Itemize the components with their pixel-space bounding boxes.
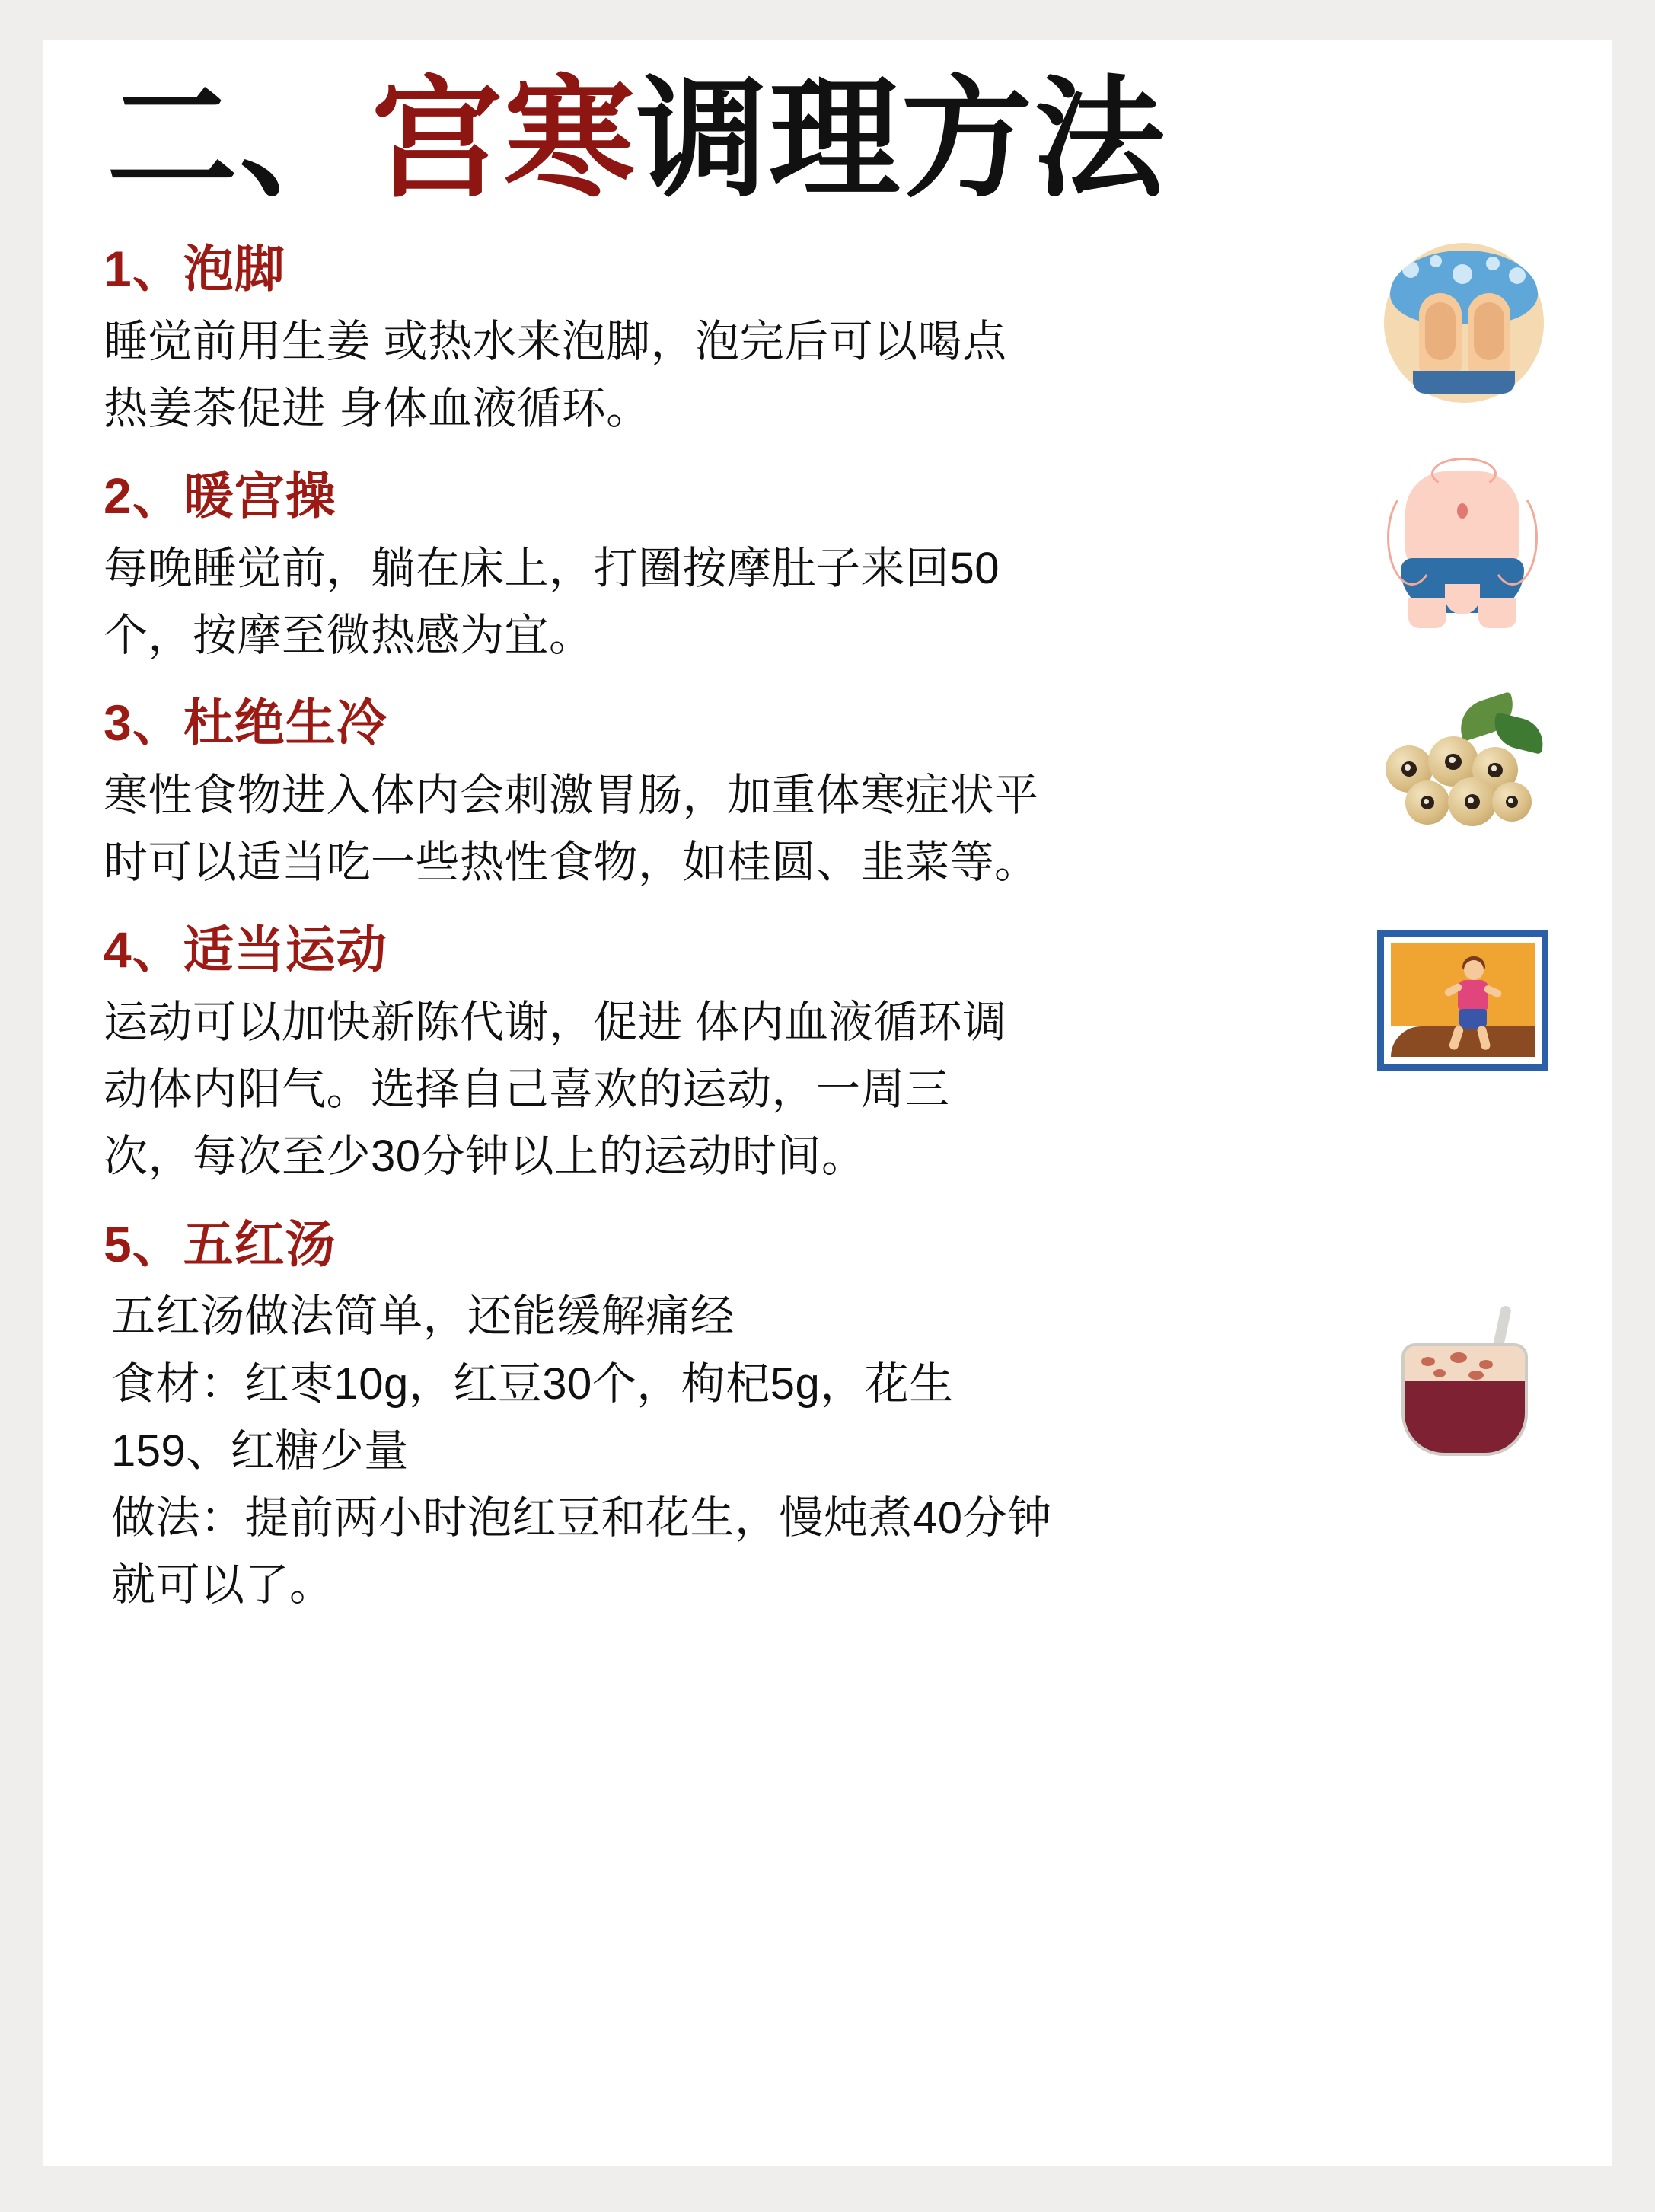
body-line: 就可以了。 [111,1559,334,1610]
section-heading: 2、暖宫操 [104,468,336,525]
section-heading: 5、五红汤 [104,1215,336,1272]
body-line: 个，按摩至微热感为宜。 [104,611,594,661]
body-line: 动体内阳气。选择自己喜欢的运动，一周三 [104,1065,950,1115]
section-nuangongcao [96,464,1559,669]
body-line: 睡觉前用生姜 或热水来泡脚，泡完后可以喝点 [104,316,1007,366]
section-heading: 1、泡脚 [104,240,285,297]
section-body [104,762,1331,896]
body-line: 159、红糖少量 [111,1425,409,1476]
body-line: 做法：提前两小时泡红豆和花生，慢炖煮40分钟 [111,1492,1052,1543]
foot-bath-icon [1384,243,1544,403]
title-prefix: 二、 [107,66,371,212]
section-shidangyundong [96,918,1559,1190]
section-heading: 4、适当运动 [104,921,387,978]
page-title [96,62,1559,217]
section-body [104,535,1300,669]
section-body [104,308,1300,442]
running-woman-icon [1377,930,1548,1071]
body-line: 运动可以加快新陈代谢，促进 体内血液循环调 [104,997,1007,1048]
soup-bowl-icon [1382,1304,1545,1456]
document-sheet [43,40,1612,2166]
section-dujueshengleng [96,691,1559,896]
section-wuhongtang [96,1212,1559,1620]
body-line: 次，每次至少30分钟以上的运动时间。 [104,1132,866,1182]
section-body [104,1283,1331,1619]
section-body [104,989,1331,1190]
body-line: 时可以适当吃一些热性食物，如桂圆、韭菜等。 [104,838,1039,888]
body-line: 每晚睡觉前，躺在床上，打圈按摩肚子来回50 [104,543,1000,593]
section-paojiao [96,237,1559,442]
body-line: 五红汤做法简单，还能缓解痛经 [111,1291,735,1342]
body-line: 热姜茶促进 身体血液循环。 [104,383,651,433]
body-line: 寒性食物进入体内会刺激胃肠，加重体寒症状平 [104,770,1039,820]
body-line: 食材：红枣10g，红豆30个，枸杞5g，花生 [111,1358,954,1409]
title-suffix: 调理方法 [636,66,1166,212]
belly-massage-icon [1382,464,1542,627]
title-highlight: 宫寒 [371,66,636,212]
longan-fruit-icon [1378,698,1553,835]
section-heading: 3、杜绝生冷 [104,694,387,752]
